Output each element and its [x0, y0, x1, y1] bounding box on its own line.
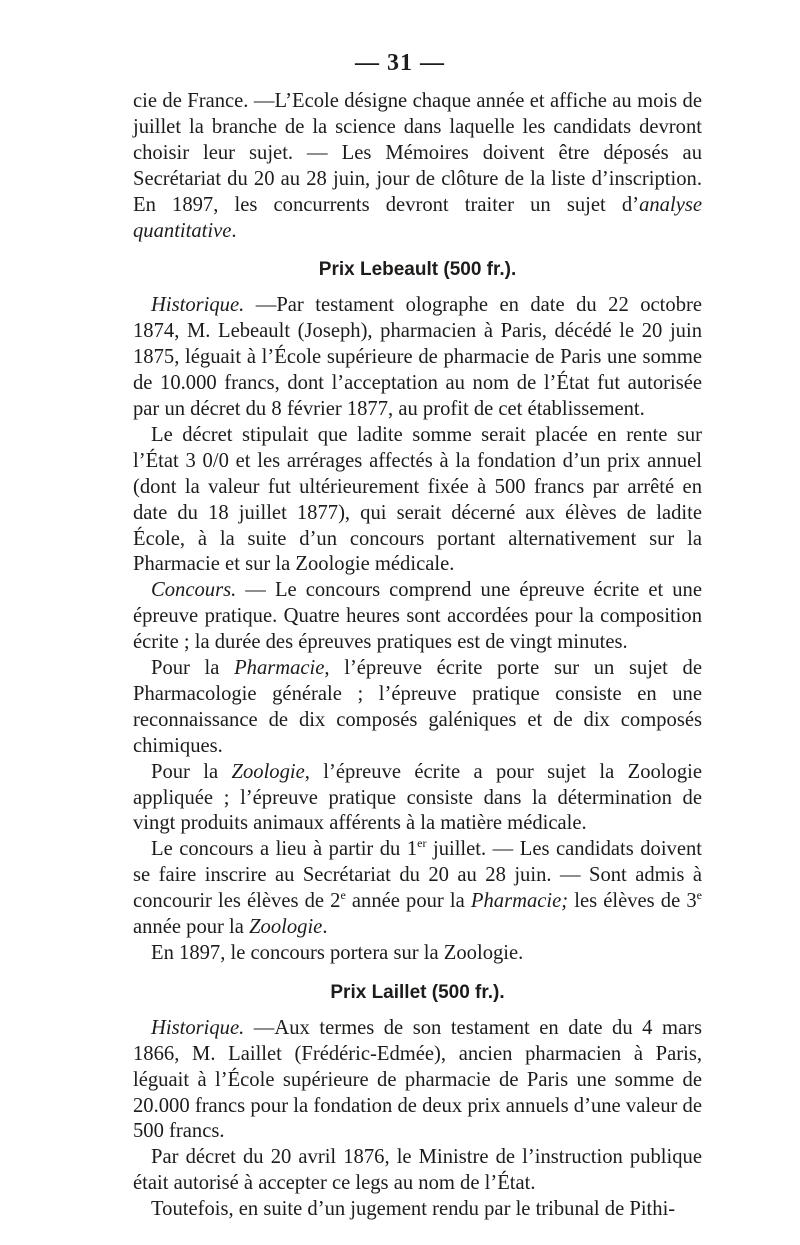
paragraph-annee-1897: En 1897, le concours portera sur la Zoologie. — [151, 942, 524, 964]
italic-term: Pharmacie; — [470, 890, 569, 913]
section-title-prix-laillet: Prix Laillet (500 fr.). — [330, 981, 505, 1003]
italic-term: Pharmacie — [234, 657, 325, 680]
paragraph-label: Historique. — [151, 294, 245, 317]
paragraph-decret-laillet: Par décret du 20 avril 1876, le Ministre de l’instruction publique était autorisé à accepter ce legs au nom de l’État. — [133, 1146, 702, 1195]
paragraph-pharmacie: Pour la Pharmacie, l’épreuve écrite porte sur un sujet de Pharmacologie générale ; l’épreuve pratique consiste en une reconnaissance de dix composés galéniques et de dix composés chimiques. — [133, 657, 702, 757]
superscript: e — [696, 888, 702, 903]
paragraph-inscription: Le concours a lieu à partir du 1er juillet. — Les candidats doivent se faire inscrire au Secrétariat du 20 au 28 juin. — Sont admis à concourir les élèves de 2e année pour la Pharmacie; les élèves de 3e année pour la Zoologie. — [133, 836, 703, 939]
paragraph-label: Historique. — [151, 1016, 245, 1039]
paragraph-decret-lebeault: Le décret stipulait que ladite somme serait placée en rente sur l’État 3 0/0 et les arrérages affectés à la fondation d’un prix annuel (dont la valeur fut ultérieurement fixée à 500 francs par arrêté en date du 18 juillet 1877), qui serait décerné aux élèves de ladite École, à la suite d’un concours portant alternativement sur la Pharmacie et sur la Zoologie médicale. — [133, 423, 702, 576]
page-number: — 31 — — [355, 50, 445, 76]
paragraph-historique-lebeault: Historique. —Par testament olographe en date du 22 octobre 1874, M. Lebeault (Joseph), pharmacien à Paris, décédé le 20 juin 1875, léguait à l’École supérieure de pharmacie de Paris une somme de 10.000 francs, dont l’acceptation au nom de l’État fut autorisée par un décret du 8 février 1877, au profit de cet établissement. — [133, 294, 702, 420]
italic-term: Zoologie — [231, 760, 305, 783]
italic-term: analyse quantitative — [133, 193, 702, 242]
section-title-prix-lebeault: Prix Lebeault (500 fr.). — [318, 259, 517, 281]
superscript: e — [340, 888, 346, 903]
continuation-paragraph: cie de France. —L’Ecole désigne chaque année et affiche au mois de juillet la branche de la science dans laquelle les candidats devront choisir leur sujet. — Les Mémoires doivent être déposés au Secrétariat du 20 au 28 juin, jour de clôture de la liste d’inscription. En 1897, les concurrents devront traiter un sujet d’analyse quantitative. — [133, 90, 702, 242]
page-body — [133, 89, 702, 1223]
paragraph-label: Concours. — [151, 579, 237, 602]
paragraph-concours: Concours. — Le concours comprend une épreuve écrite et une épreuve pratique. Quatre heures sont accordées pour la composition écrite ; la durée des épreuves pratiques est de vingt minutes. — [133, 579, 702, 654]
superscript: er — [417, 836, 427, 851]
italic-term: Zoologie — [249, 916, 323, 939]
paragraph-zoologie: Pour la Zoologie, l’épreuve écrite a pour sujet la Zoologie appliquée ; l’épreuve pratique consiste dans la détermination de vingt produits animaux afférents à la matière médicale. — [133, 760, 702, 835]
paragraph-toutefois: Toutefois, en suite d’un jugement rendu par le tribunal de Pithi- — [151, 1198, 676, 1221]
paragraph-historique-laillet: Historique. —Aux termes de son testament en date du 4 mars 1866, M. Laillet (Frédéric-Edmée), ancien pharmacien à Paris, léguait à l’École supérieure de pharmacie de Paris une somme de 20.000 francs pour la fondation de deux prix annuels d’une valeur de 500 francs. — [133, 1016, 702, 1143]
